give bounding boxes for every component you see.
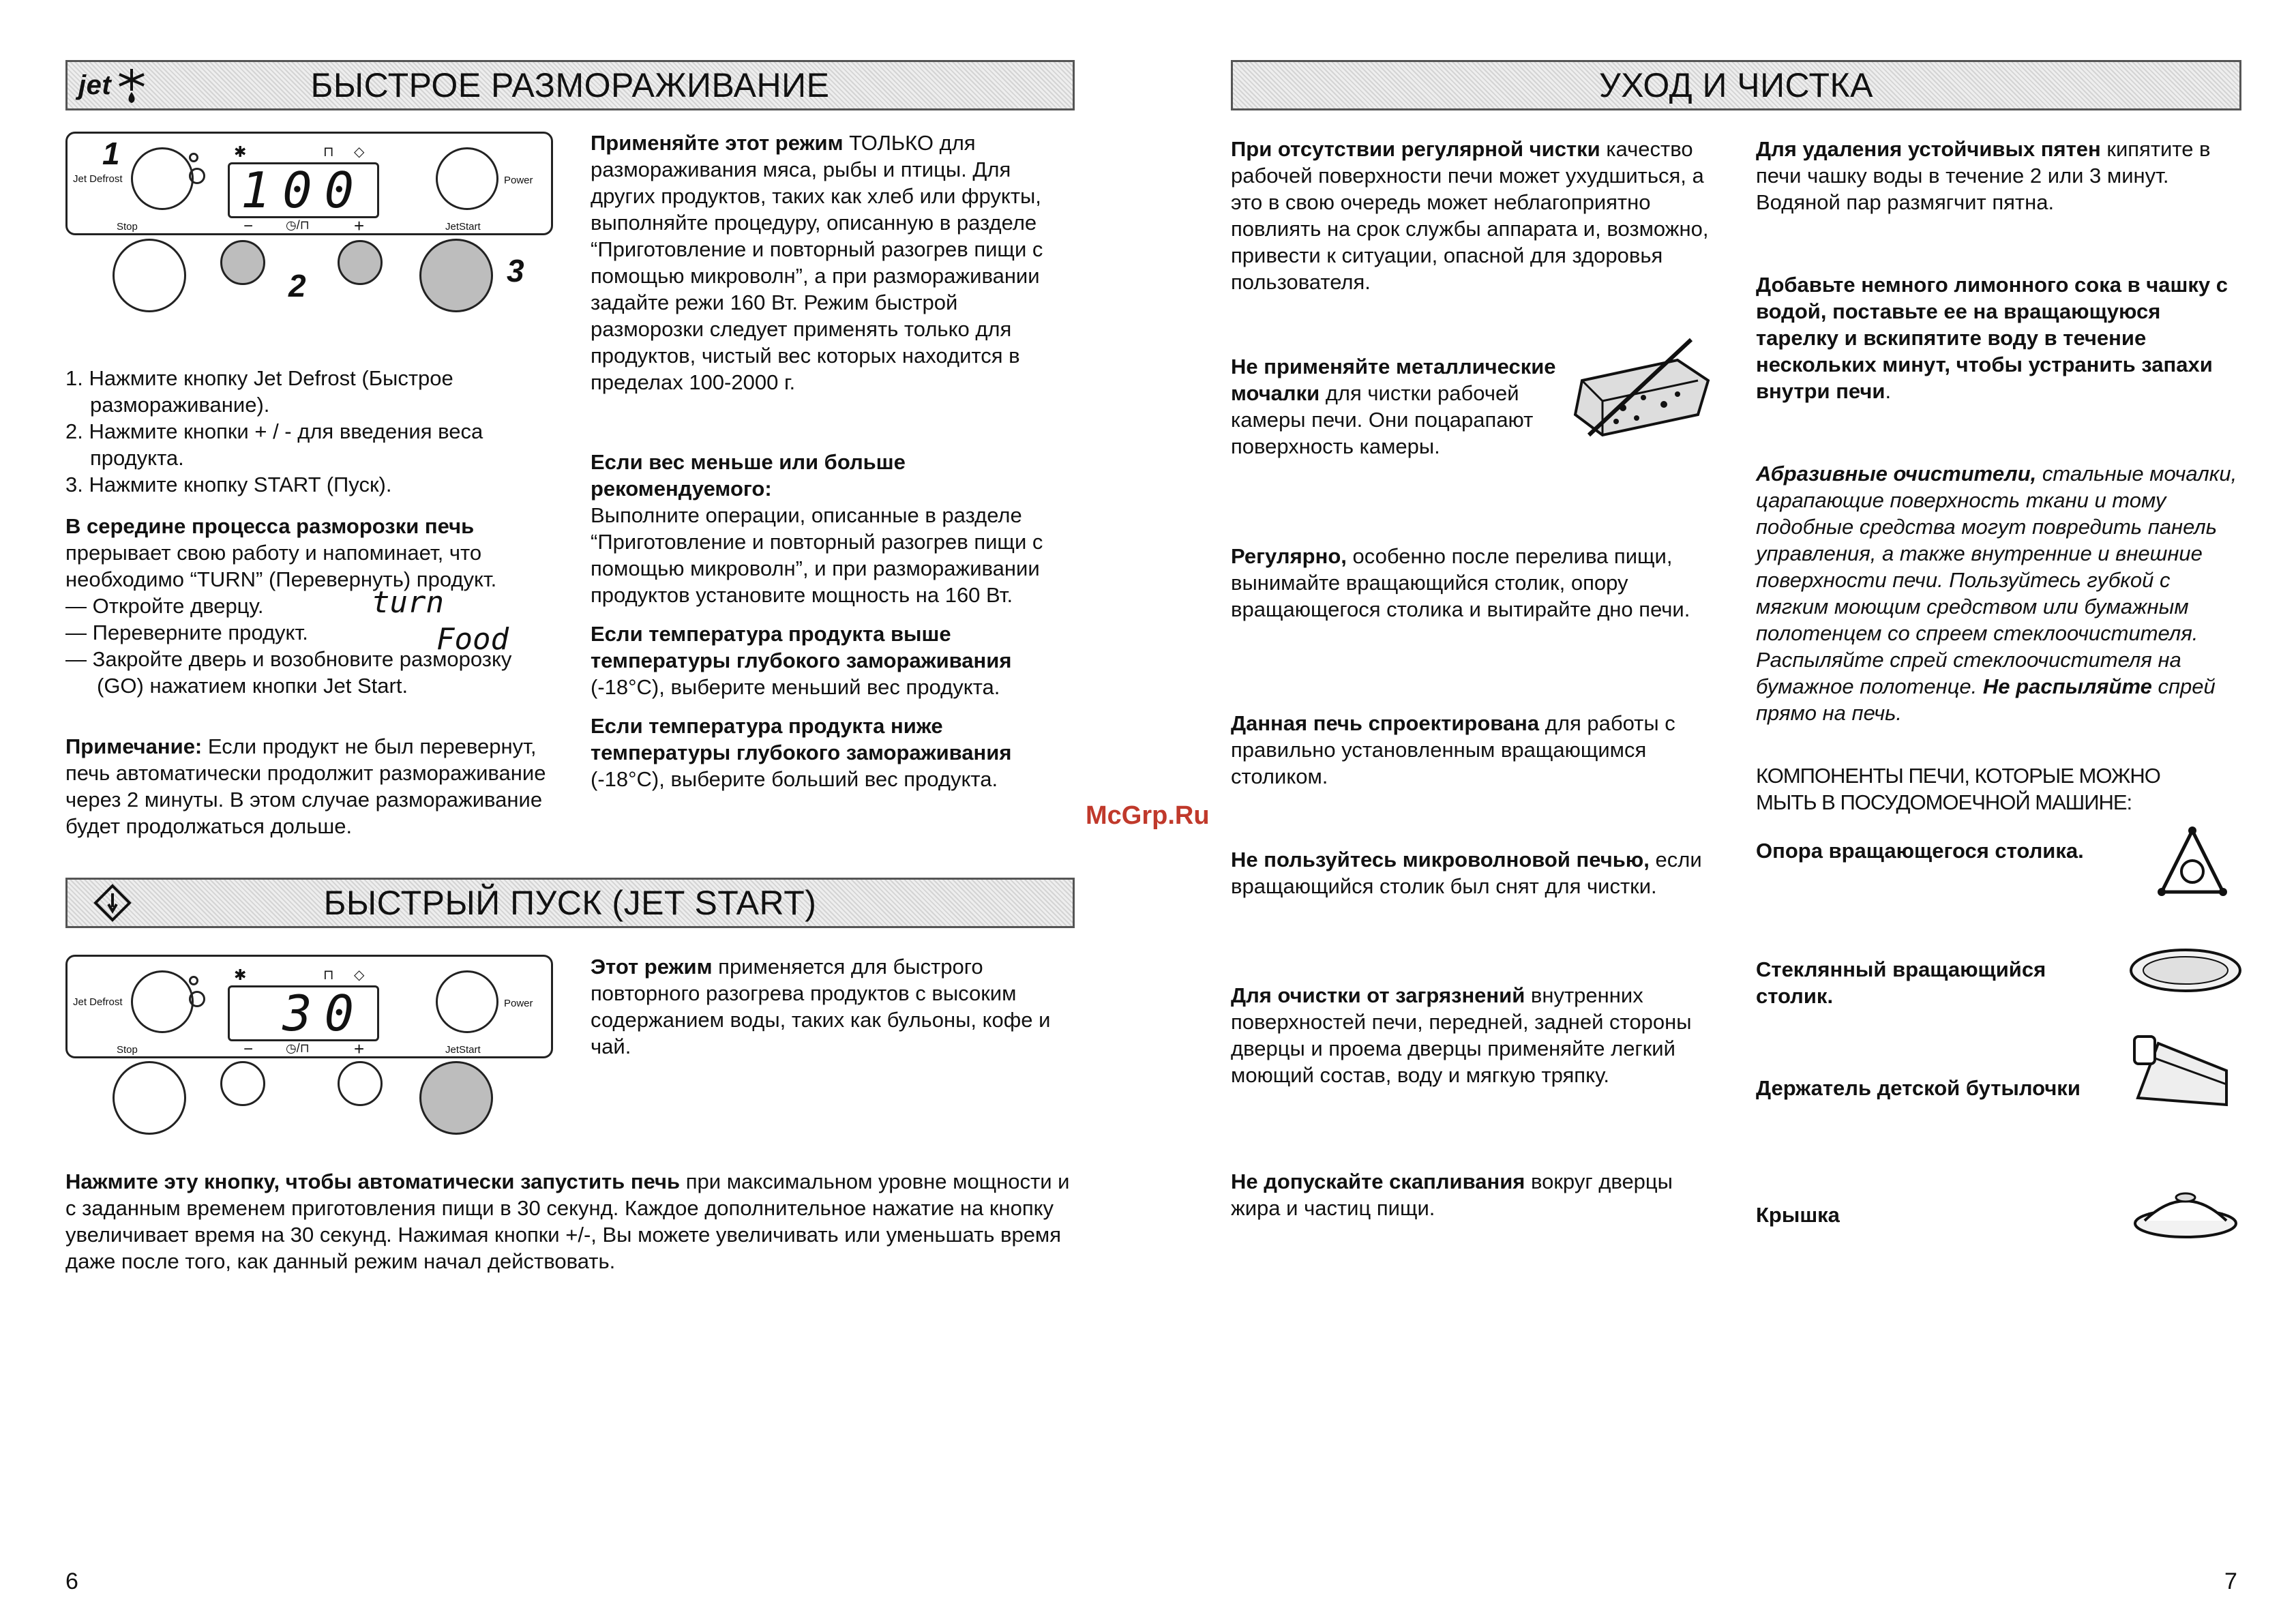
care-paragraph: Для очистки от загрязнений внутренних поверхностей печи, передней, задней стороны дверцы и проема дверцы применяйте легкий моющий состав, воду и мягкую тряпку. bbox=[1231, 983, 1692, 1087]
step-item: 3. Нажмите кнопку START (Пуск). bbox=[65, 473, 392, 496]
start-indicator-icon: ◇ bbox=[354, 968, 365, 983]
defrost-indicator-icon: ✱ bbox=[234, 143, 247, 160]
power-button[interactable] bbox=[436, 970, 498, 1033]
component-item: Крышка bbox=[1756, 1203, 1840, 1227]
stop-button[interactable] bbox=[113, 239, 186, 312]
display-food: Food bbox=[436, 622, 509, 657]
jetstart-button[interactable] bbox=[419, 1061, 493, 1135]
step-number-1: 1 bbox=[102, 136, 120, 171]
step-item: 2. Нажмите кнопки + / - для введения веса продукта. bbox=[65, 419, 483, 470]
display-turn: turn bbox=[372, 585, 444, 620]
stop-button[interactable] bbox=[113, 1061, 186, 1135]
mode-light-icon bbox=[189, 168, 205, 184]
jet-logo: jet bbox=[78, 66, 151, 104]
plus-button[interactable] bbox=[338, 1061, 383, 1106]
note-paragraph: Примечание: Если продукт не был перевернут, печь автоматически продолжит размораживание через 2 минуты. В этом случае размораживание будет продолжаться дольше. bbox=[65, 734, 546, 838]
plus-label: + bbox=[354, 1039, 365, 1059]
care-paragraph: Не допускайте скапливания вокруг дверцы жира и частиц пищи. bbox=[1231, 1170, 1673, 1220]
stop-label: Stop bbox=[117, 221, 138, 233]
care-paragraph: Регулярно, особенно после перелива пищи, вынимайте вращающийся столик, опору вращающегося столика и вытирайте дно печи. bbox=[1231, 544, 1690, 621]
jetstart-label: JetStart bbox=[445, 221, 481, 233]
watermark: McGrp.Ru bbox=[1086, 801, 1210, 830]
power-label: Power bbox=[504, 998, 533, 1009]
timer-weight-icon: ◷/⊓ bbox=[286, 1041, 310, 1055]
section-title: УХОД И ЧИСТКА bbox=[1598, 66, 1874, 104]
jet-defrost-label: Jet Defrost bbox=[73, 996, 123, 1008]
care-paragraph: Не пользуйтесь микроволновой печью, если вращающийся столик был снят для чистки. bbox=[1231, 848, 1702, 898]
steps-list bbox=[65, 365, 543, 498]
snowflake-drop-icon bbox=[113, 66, 151, 104]
minus-label: − bbox=[243, 217, 254, 235]
midprocess-item: — Переверните продукт. bbox=[65, 621, 308, 644]
jetstart-diamond-icon bbox=[93, 884, 132, 922]
control-panel-jetstart bbox=[65, 955, 553, 1058]
sponge-icon bbox=[1562, 333, 1718, 449]
display: 30 bbox=[228, 985, 379, 1041]
abrasive-paragraph: Абразивные очистители, стальные мочалки, царапающие поверхность ткани и тому подобные средства могут повредить панель управления, а также внутренние и внешние поверхности печи. Пользуйтесь губкой с мягким моющим средством или бумажным полотенцем со спреем стеклоочистителя. Распыляйте спрей стеклоочистителя на бумажное полотенце. Не распыляйте спрей прямо на печь. bbox=[1756, 462, 2237, 725]
component-item: Держатель детской бутылочки bbox=[1756, 1076, 2081, 1100]
jet-defrost-label: Jet Defrost bbox=[73, 173, 123, 185]
plus-button[interactable] bbox=[338, 240, 383, 285]
clock-indicator-icon bbox=[189, 976, 198, 985]
section-header-care bbox=[1231, 60, 2241, 110]
section-header-jet-start bbox=[65, 878, 1075, 928]
step-number-3: 3 bbox=[507, 253, 524, 288]
step-item: 1. Нажмите кнопку Jet Defrost (Быстрое размораживание). bbox=[65, 366, 453, 417]
component-item: Опора вращающегося столика. bbox=[1756, 839, 2084, 863]
step-number-2: 2 bbox=[288, 268, 306, 303]
page-number-right: 7 bbox=[2224, 1568, 2237, 1594]
minus-button[interactable] bbox=[220, 240, 265, 285]
components-title: КОМПОНЕНТЫ ПЕЧИ, КОТОРЫЕ МОЖНО МЫТЬ В ПОСУДОМОЕЧНОЙ МАШИНЕ: bbox=[1756, 764, 2160, 814]
defrost-indicator-icon: ✱ bbox=[234, 966, 247, 983]
minus-label: − bbox=[243, 1040, 254, 1058]
jetstart-instructions: Нажмите эту кнопку, чтобы автоматически запустить печь при максимальном уровне мощности и с заданным временем приготовления пищи в 30 секунд. Каждое дополнительное нажатие на кнопку увеличивает время на 30 секунд. Нажимая кнопки +/-, Вы можете увеличивать или уменьшать время даже после того, как данный режим начал действовать. bbox=[65, 1170, 1070, 1273]
glass-turntable-icon bbox=[2128, 947, 2243, 994]
care-paragraph: Данная печь спроектирована для работы с правильно установленным вращающимся столиком. bbox=[1231, 711, 1675, 788]
stain-paragraph: Для удаления устойчивых пятен кипятите в печи чашку воды в течение 2 или 3 минут. Водяной пар размягчит пятна. bbox=[1756, 137, 2211, 214]
care-paragraph: При отсутствии регулярной чистки качество рабочей поверхности печи может ухудшиться, а это в свою очередь может неблагоприятно повлиять на срок службы аппарата и, возможно, привести к ситуации, опасной для здоровья пользователя. bbox=[1231, 137, 1709, 294]
mode-light-icon bbox=[189, 991, 205, 1007]
component-item: Стеклянный вращающийся столик. bbox=[1756, 957, 2046, 1008]
bottle-holder-icon bbox=[2124, 1030, 2240, 1118]
midprocess-item: — Откройте дверцу. bbox=[65, 594, 264, 618]
power-label: Power bbox=[504, 175, 533, 186]
jetstart-button[interactable] bbox=[419, 239, 493, 312]
jet-defrost-button[interactable] bbox=[131, 147, 194, 210]
weight-indicator-icon: ⊓ bbox=[323, 968, 334, 983]
clock-indicator-icon bbox=[189, 153, 198, 162]
timer-weight-icon: ◷/⊓ bbox=[286, 218, 310, 232]
stop-label: Stop bbox=[117, 1044, 138, 1056]
plus-label: + bbox=[354, 215, 365, 236]
power-button[interactable] bbox=[436, 147, 498, 210]
weight-indicator-icon: ⊓ bbox=[323, 145, 334, 160]
section-header-jet-defrost bbox=[65, 60, 1075, 110]
page-number-left: 6 bbox=[65, 1568, 78, 1594]
minus-button[interactable] bbox=[220, 1061, 265, 1106]
jetstart-label: JetStart bbox=[445, 1044, 481, 1056]
section-title: БЫСТРЫЙ ПУСК (JET START) bbox=[323, 884, 817, 922]
midprocess-item: — Закройте дверь и возобновите разморозку (GO) нажатием кнопки Jet Start. bbox=[65, 647, 512, 698]
defrost-info-column: Применяйте этот режим ТОЛЬКО для размораживания мяса, рыбы и птицы. Для других продуктов, таких как хлеб или фрукты, выполняйте процедуру, описанную в разделе “Приготовление и повторный разогрев пищи с помощью микроволн”, а при размораживании задайте режи 160 Вт. Режим быстрой разморозки следует применять только для продуктов, чистый вес которых находится в пределах 100-2000 г. Если вес меньше или больше рекомендуемого: Выполните операции, описанные в разделе “Приготовление и повторный разогрев пищи с помощью микроволн”, и при размораживании продуктов установите мощность на 160 Вт. Если температура продукта выше температуры глубокого замораживания (-18°С), выберите меньший вес продукта. Если температура продукта ниже температуры глубокого замораживания (-18°С), выберите больший вес продукта. bbox=[591, 131, 1043, 791]
jet-defrost-button[interactable] bbox=[131, 970, 194, 1033]
jetstart-paragraph: Этот режим применяется для быстрого повторного разогрева продуктов с высоким содержанием воды, таких как бульоны, кофе и чай. bbox=[591, 955, 1051, 1058]
section-title: БЫСТРОЕ РАЗМОРАЖИВАНИЕ bbox=[310, 66, 830, 104]
midprocess-paragraph: В середине процесса разморозки печь прерывает свою работу и напоминает, что необходимо “TURN” (Перевернуть) продукт. — Откройте дверцу. — Переверните продукт. — Закройте дверь и возобновите разморозку (GO) нажатием кнопки Jet Start. bbox=[65, 513, 543, 699]
care-paragraph: Не применяйте металлические мочалки для чистки рабочей камеры печи. Они поцарапают поверхность камеры. bbox=[1231, 355, 1556, 458]
lid-icon bbox=[2131, 1181, 2240, 1242]
control-panel-defrost bbox=[65, 132, 553, 235]
turntable-support-icon bbox=[2155, 824, 2230, 906]
lemon-paragraph: Добавьте немного лимонного сока в чашку с водой, поставьте ее на вращающуюся тарелку и вскипятите воду в течение нескольких минут, чтобы устранить запахи внутри печи. bbox=[1756, 273, 2228, 403]
start-indicator-icon: ◇ bbox=[354, 145, 365, 160]
display: 100 bbox=[228, 162, 379, 218]
